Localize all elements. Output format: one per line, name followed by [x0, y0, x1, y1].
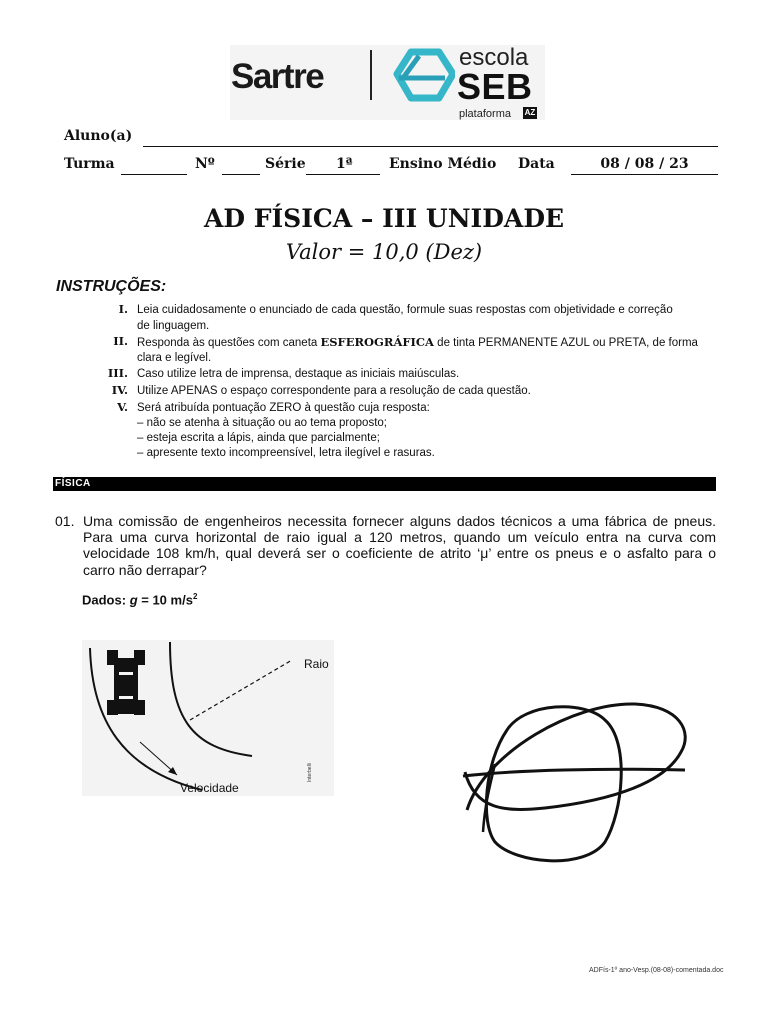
- sartre-logo: Sartre: [231, 57, 324, 96]
- turma-field[interactable]: [121, 158, 187, 175]
- velocidade-label: Velocidade: [180, 781, 239, 795]
- seb-cube-icon: [389, 48, 455, 102]
- instruction-number: I.: [118, 302, 128, 316]
- question-text: Uma comissão de engenheiros necessita fornecer alguns dados técnicos a uma fábrica de pneus.: [83, 513, 716, 529]
- instruction-text: – não se atenha à situação ou ao tema proposto;: [137, 417, 387, 429]
- instruction-text: – esteja escrita a lápis, ainda que parcialmente;: [137, 432, 380, 444]
- footer-filename: ADFís-1º ano-Vesp.(08-08)-comentada.doc: [589, 967, 724, 974]
- serie-value: 1ª: [336, 156, 353, 172]
- question-text: carro não derrapar?: [83, 562, 207, 578]
- instruction-text: clara e legível.: [137, 352, 212, 364]
- turma-label: Turma: [64, 156, 115, 172]
- question-text: velocidade 108 km/h, qual deverá ser o coeficiente de atrito ‘μ’ entre os pneus e o asfalto para o: [83, 545, 716, 561]
- aluno-label: Aluno(a): [64, 128, 133, 144]
- question-number: 01.: [55, 513, 75, 529]
- instruction-text: Será atribuída pontuação ZERO à questão cuja resposta:: [137, 402, 430, 414]
- page-title: AD FÍSICA – III UNIDADE: [203, 204, 565, 233]
- esferografica-emphasis: ESFEROGRÁFICA: [320, 335, 434, 349]
- raio-label: Raio: [304, 657, 329, 671]
- instruction-text: Utilize APENAS o espaço correspondente para a resolução de cada questão.: [137, 385, 531, 397]
- instruction-text: Leia cuidadosamente o enunciado de cada questão, formule suas respostas com objetividade e correção: [137, 304, 673, 316]
- instruction-text: Responda às questões com caneta ESFEROGRÁFICA de tinta PERMANENTE AZUL ou PRETA, de forma: [137, 335, 698, 349]
- serie-label: Série: [265, 156, 306, 172]
- instruction-text: de linguagem.: [137, 320, 210, 332]
- handwritten-scribble: [455, 692, 695, 870]
- numero-field[interactable]: [222, 158, 260, 175]
- figure-credit: Interbelli: [307, 763, 313, 782]
- seb-label: SEB: [457, 66, 533, 107]
- section-bar: [53, 477, 716, 491]
- instruction-text: Caso utilize letra de imprensa, destaque as iniciais maiúsculas.: [137, 368, 460, 380]
- road-curve-diagram: [82, 640, 334, 796]
- instructions-heading: INSTRUÇÕES:: [56, 278, 167, 295]
- aluno-field[interactable]: [143, 130, 718, 147]
- plataforma-label: plataforma: [459, 108, 511, 120]
- az-badge: AZ: [524, 108, 536, 117]
- instruction-number: II.: [113, 334, 128, 348]
- instruction-number: V.: [117, 400, 128, 414]
- ensino-label: Ensino Médio: [389, 156, 497, 172]
- valor-subtitle: Valor = 10,0 (Dez): [285, 240, 483, 264]
- instruction-text: – apresente texto incompreensível, letra ilegível e rasuras.: [137, 447, 435, 459]
- dados-line: Dados: g = 10 $m/s^2$: [82, 592, 198, 608]
- question-text: Para uma curva horizontal de raio igual a 120 metros, quando um veículo entra na curva com: [83, 529, 716, 545]
- data-value: 08 / 08 / 23: [600, 156, 689, 172]
- logo-divider: [370, 50, 372, 100]
- data-label: Data: [518, 156, 555, 172]
- instruction-number: III.: [107, 366, 128, 380]
- instruction-number: IV.: [111, 383, 128, 397]
- escola-label: escola: [459, 44, 529, 71]
- section-title: FÍSICA: [55, 478, 91, 489]
- car-icon: [107, 650, 145, 715]
- numero-label: Nº: [195, 156, 215, 172]
